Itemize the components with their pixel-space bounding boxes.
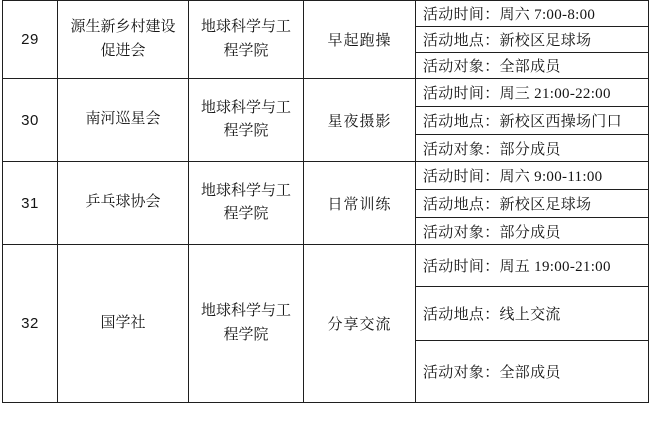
activity-name-cell: 分享交流: [304, 245, 416, 403]
club-activity-table: [2, 0, 649, 403]
detail-cell: 活动对象：全部成员: [416, 53, 649, 79]
org-name-cell: 国学社: [58, 245, 189, 403]
activity-name-cell: 早起跑操: [304, 1, 416, 79]
activity-name-cell: 星夜摄影: [304, 79, 416, 162]
activity-row-30-line-1: [3, 79, 649, 107]
org-name-cell: 源生新乡村建设 促进会: [58, 1, 189, 79]
detail-cell: 活动地点：新校区足球场: [416, 27, 649, 53]
activity-row-29-line-1: [3, 1, 649, 27]
college-cell: 地球科学与工 程学院: [189, 245, 304, 403]
detail-cell: 活动时间：周五 19:00-21:00: [416, 245, 649, 287]
detail-cell: 活动时间：周三 21:00-22:00: [416, 79, 649, 107]
college-cell: 地球科学与工 程学院: [189, 1, 304, 79]
college-cell: 地球科学与工 程学院: [189, 162, 304, 245]
row-number-cell: 32: [3, 245, 58, 403]
detail-cell: 活动地点：新校区足球场: [416, 190, 649, 218]
activity-row-31-line-1: [3, 162, 649, 190]
detail-cell: 活动对象：部分成员: [416, 218, 649, 245]
row-number-cell: 30: [3, 79, 58, 162]
detail-cell: 活动地点：新校区西操场门口: [416, 107, 649, 135]
college-cell: 地球科学与工 程学院: [189, 79, 304, 162]
row-number-cell: 29: [3, 1, 58, 79]
detail-cell: 活动对象：全部成员: [416, 341, 649, 403]
detail-cell: 活动对象：部分成员: [416, 135, 649, 162]
org-name-cell: 南河巡星会: [58, 79, 189, 162]
detail-cell: 活动时间：周六 7:00-8:00: [416, 1, 649, 27]
activity-row-32-line-1: [3, 245, 649, 287]
activity-name-cell: 日常训练: [304, 162, 416, 245]
detail-cell: 活动地点：线上交流: [416, 287, 649, 341]
row-number-cell: 31: [3, 162, 58, 245]
org-name-cell: 乒乓球协会: [58, 162, 189, 245]
detail-cell: 活动时间：周六 9:00-11:00: [416, 162, 649, 190]
